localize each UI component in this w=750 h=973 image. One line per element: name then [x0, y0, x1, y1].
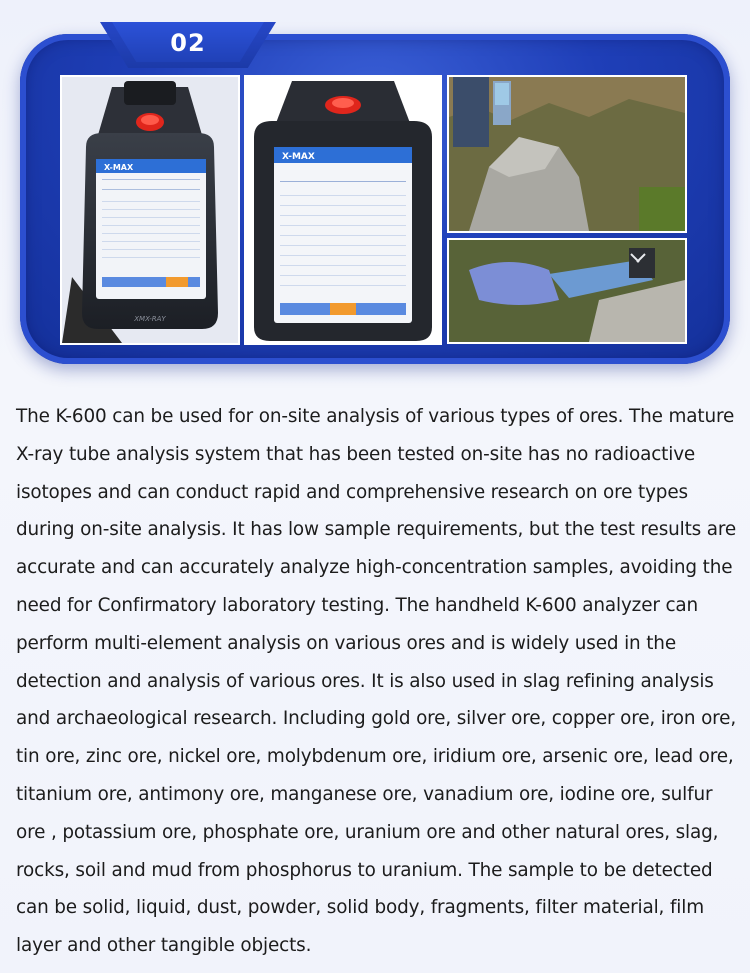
section-number: 02: [170, 29, 206, 57]
analyzer-screen-illustration: [246, 77, 440, 343]
field-closeup-illustration: [449, 240, 685, 342]
field-test-photo-closeup: [447, 238, 687, 344]
field-test-photo-rock: [447, 75, 687, 233]
left-screen-brand: X-MAX: [104, 163, 134, 172]
analyzer-photo-front: [60, 75, 240, 345]
description-paragraph: The K-600 can be used for on-site analysis of various types of ores. The mature X-ray tube analysis system that has been tested on-site has no radioactive isotopes and can conduct rapid and comprehensive research on ore types during on-site analysis. It has low sample requirements, but the test results are accurate and can accurately analyze high-concentration samples, avoiding the need for Confirmatory laboratory testing. The handheld K-600 analyzer can perform multi-element analysis on various ores and is widely used in the detection and analysis of various ores. It is also used in slag refining analysis and archaeological research. Including gold ore, silver ore, copper ore, iron ore, tin ore, zinc ore, nickel ore, molybdenum ore, iridium ore, arsenic ore, lead ore, titanium ore, antimony ore, manganese ore, vanadium ore, iodine ore, sulfur ore , potassium ore, phosphate ore, uranium ore and other natural ores, slag, rocks, soil and mud from phosphorus to uranium. The sample to be detected can be solid, liquid, dust, powder, solid body, fragments, filter material, film layer and other tangible objects.: [16, 406, 737, 957]
analyzer-photo-screen: [244, 75, 442, 345]
left-footer-logo: XMX-RAY: [134, 315, 166, 323]
field-rock-illustration: [449, 77, 685, 231]
center-screen-brand: X-MAX: [282, 152, 315, 162]
analyzer-front-illustration: [62, 77, 238, 343]
